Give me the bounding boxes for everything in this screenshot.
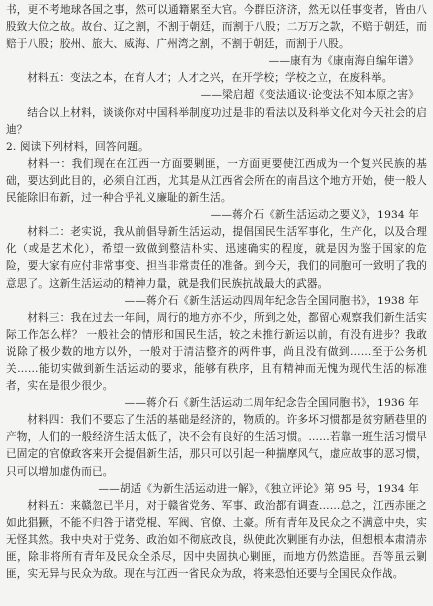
source-material-4: ——胡适《为新生活运动进一解》，《独立评论》第 95 号，1934 年 bbox=[98, 482, 419, 495]
material-5-liang-qichao-text: 材料五：变法之本，在育人才；人才之兴，在开学校；学校之立，在废科举。 bbox=[27, 72, 393, 85]
material-4-text: 材料四：我们不要忘了生活的基础是经济的，物质的。许多坏习惯都是贫穷陋巷里的产物，人们的一般经济生活太低了，决不会有良好的生活习惯。……若靠一班生活习惯早已固定的官僚政客来开会提倡新生活，那只可以引起一种揣摩风气，虚应故事的恶习惯，只可以增加虚伪而已。 bbox=[6, 414, 427, 478]
source-kang-youwei: ——康有为《康南海自编年谱》 bbox=[268, 55, 419, 68]
source-material-3: ——蒋介石《新生活运动二周年纪念告全国同胞书》，1936 年 bbox=[124, 397, 419, 410]
material-4-kang-youwei-text: 书，更不考地球各国之事，然可以通籍累至大官。今群臣济济，然无以任事变者，皆由八股致大位之故。故台、辽之割，不割于朝廷，而割于八股；二万万之款，不赔于朝廷，而赔于八股；胶州、旅大、威海、广州湾之割，不割于朝廷，而割于八股。 bbox=[6, 4, 427, 51]
material-2-text: 材料二：老实说，我从前倡导新生活运动，提倡国民生活军事化，生产化，以及合理化（或是艺术化），希望一致做到整洁朴实、迅速确实的程度，就是因为鉴于国家的危险，要大家有应付非常事变、担当非常责任的准备。到今天，我们的同胞可一致明了我的意思了。这新生活运动的精神力量，就是我们民族抗战最大的武器。 bbox=[6, 226, 427, 290]
question-2-heading: 2. 阅读下列材料，回答问题。 bbox=[6, 140, 149, 153]
material-5-text: 材料五：来赣忽已半月，对于赣省党务、军事、政治都有调查……总之，江西赤匪之如此猖獗，不能不归咎于诸党棍、军阀、官僚、土豪。所有青年及民众之不满意中央，实无怪其然。我中央对于党务、政治如不彻底改良，纵使此次剿匪有办法，但想根本肃清赤匪，除非将所有青年及民众全杀尽，因中央固执心剿匪，而地方仍然造匪。吾等虽云剿匪，实无异与民众为敌。现在与江西一省民众为敌，将来恐怕还要与全国民众作战。 bbox=[6, 499, 427, 581]
source-liang-qichao: ——梁启超《变法通议·论变法不知本原之害》 bbox=[200, 89, 419, 102]
question-1-prompt: 结合以上材料，谈谈你对中国科举制度功过是非的看法以及科举文化对今天社会的启迪？ bbox=[6, 106, 427, 136]
source-material-2: ——蒋介石《新生活运动四周年纪念告全国同胞书》，1938 年 bbox=[124, 294, 419, 307]
source-material-1: ——蒋介石《新生活运动之要义》，1934 年 bbox=[210, 209, 419, 222]
material-3-text: 材料三：我在过去一年间，周行的地方亦不少，所到之处，都留心观察我们新生活实际工作怎么样？ 一般社会的情形和国民生活，较之未推行新运以前，有没有进步？我敢说除了极少数的地方以外，一般对于清洁整齐的两件事，尚且没有做到……至于公务机关……能切实做到新生活运动的要求，能够有秩序，且有精神而无愧为现代生活的标准者，实在是很少很少。 bbox=[6, 311, 427, 393]
material-1-text: 材料一：我们现在在江西一方面要剿匪，一方面更要使江西成为一个复兴民族的基础，要达到此目的，必须自江西，尤其是从江西省会所在的南昌这个地方开始，使一般人民能除旧布新，过一种合乎礼义廉耻的新生活。 bbox=[6, 157, 427, 205]
